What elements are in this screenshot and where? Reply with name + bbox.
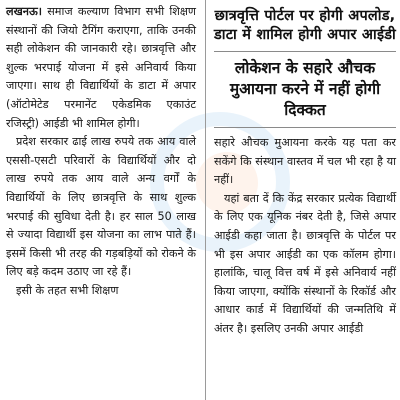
left-paragraph-3: इसी के तहत सभी शिक्षण bbox=[16, 283, 119, 297]
left-paragraph-1-text: समाज कल्याण विभाग सभी शिक्षण संस्थानों की जियो टैगिंग कराएगा, ताकि उनकी सही लोकेशन की जानकारी रहे। छात्रवृत्ति और शुल्क भरपाई योजना में इसे अनिवार्य किया जाएगा। साथ ही विद्यार्थियों के डाटा में अपार (ऑटोमेटेड परमानेंट एकेडमिक एकाउंट रजिस्ट्री) आईडी भी शामिल होगी। bbox=[6, 5, 196, 130]
subheadline: लोकेशन के सहारे औचक मुआयना करने में नहीं होगी दिक्कत bbox=[229, 59, 381, 119]
column-divider bbox=[205, 0, 206, 400]
dateline: लखनऊ। bbox=[6, 5, 42, 18]
headline-divider bbox=[214, 51, 396, 52]
left-paragraph-2: प्रदेश सरकार ढाई लाख रुपये तक आय वाले एससी-एसटी परिवारों के विद्यार्थियों और दो लाख रुपये तक आय वाले अन्य वर्गों के विद्यार्थियों के लिए छात्रवृत्ति के साथ शुल्क भरपाई की सुविधा देती है। हर साल 50 लाख से ज्यादा विद्यार्थी इस योजना का लाभ पाते हैं। इसमें किसी भी तरह की गड़बड़ियों को रोकने के लिए बड़े कदम उठाए जा रहे हैं। bbox=[6, 135, 196, 279]
right-column bbox=[210, 0, 400, 339]
left-paragraph-1 bbox=[6, 3, 196, 133]
subheadline-divider bbox=[214, 127, 396, 128]
right-paragraph-1: सहारे औचक मुआयना करके यह पता कर सकेंगे कि संस्थान वास्तव में चल भी रहा है या नहीं। bbox=[214, 136, 396, 187]
left-column bbox=[0, 0, 200, 301]
right-paragraph-2: यहां बता दें कि केंद्र सरकार प्रत्येक विद्यार्थी के लिए एक यूनिक नंबर देती है, जिसे अपार आईडी कहा जाता है। छात्रवृत्ति के पोर्टल पर भी इस अपार आईडी का एक कॉलम होगा। हालांकि, चालू वित्त वर्ष में इसे अनिवार्य नहीं किया जाएगा, क्योंकि संस्थानों के रिकॉर्ड और आधार कार्ड में विद्यार्थियों की जन्मतिथि में अंतर है। इसलिए उनकी अपार आईडी bbox=[214, 191, 396, 335]
headline: छात्रवृत्ति पोर्टल पर होगी अपलोड, डाटा में शामिल होगी अपार आईडी bbox=[214, 8, 396, 43]
